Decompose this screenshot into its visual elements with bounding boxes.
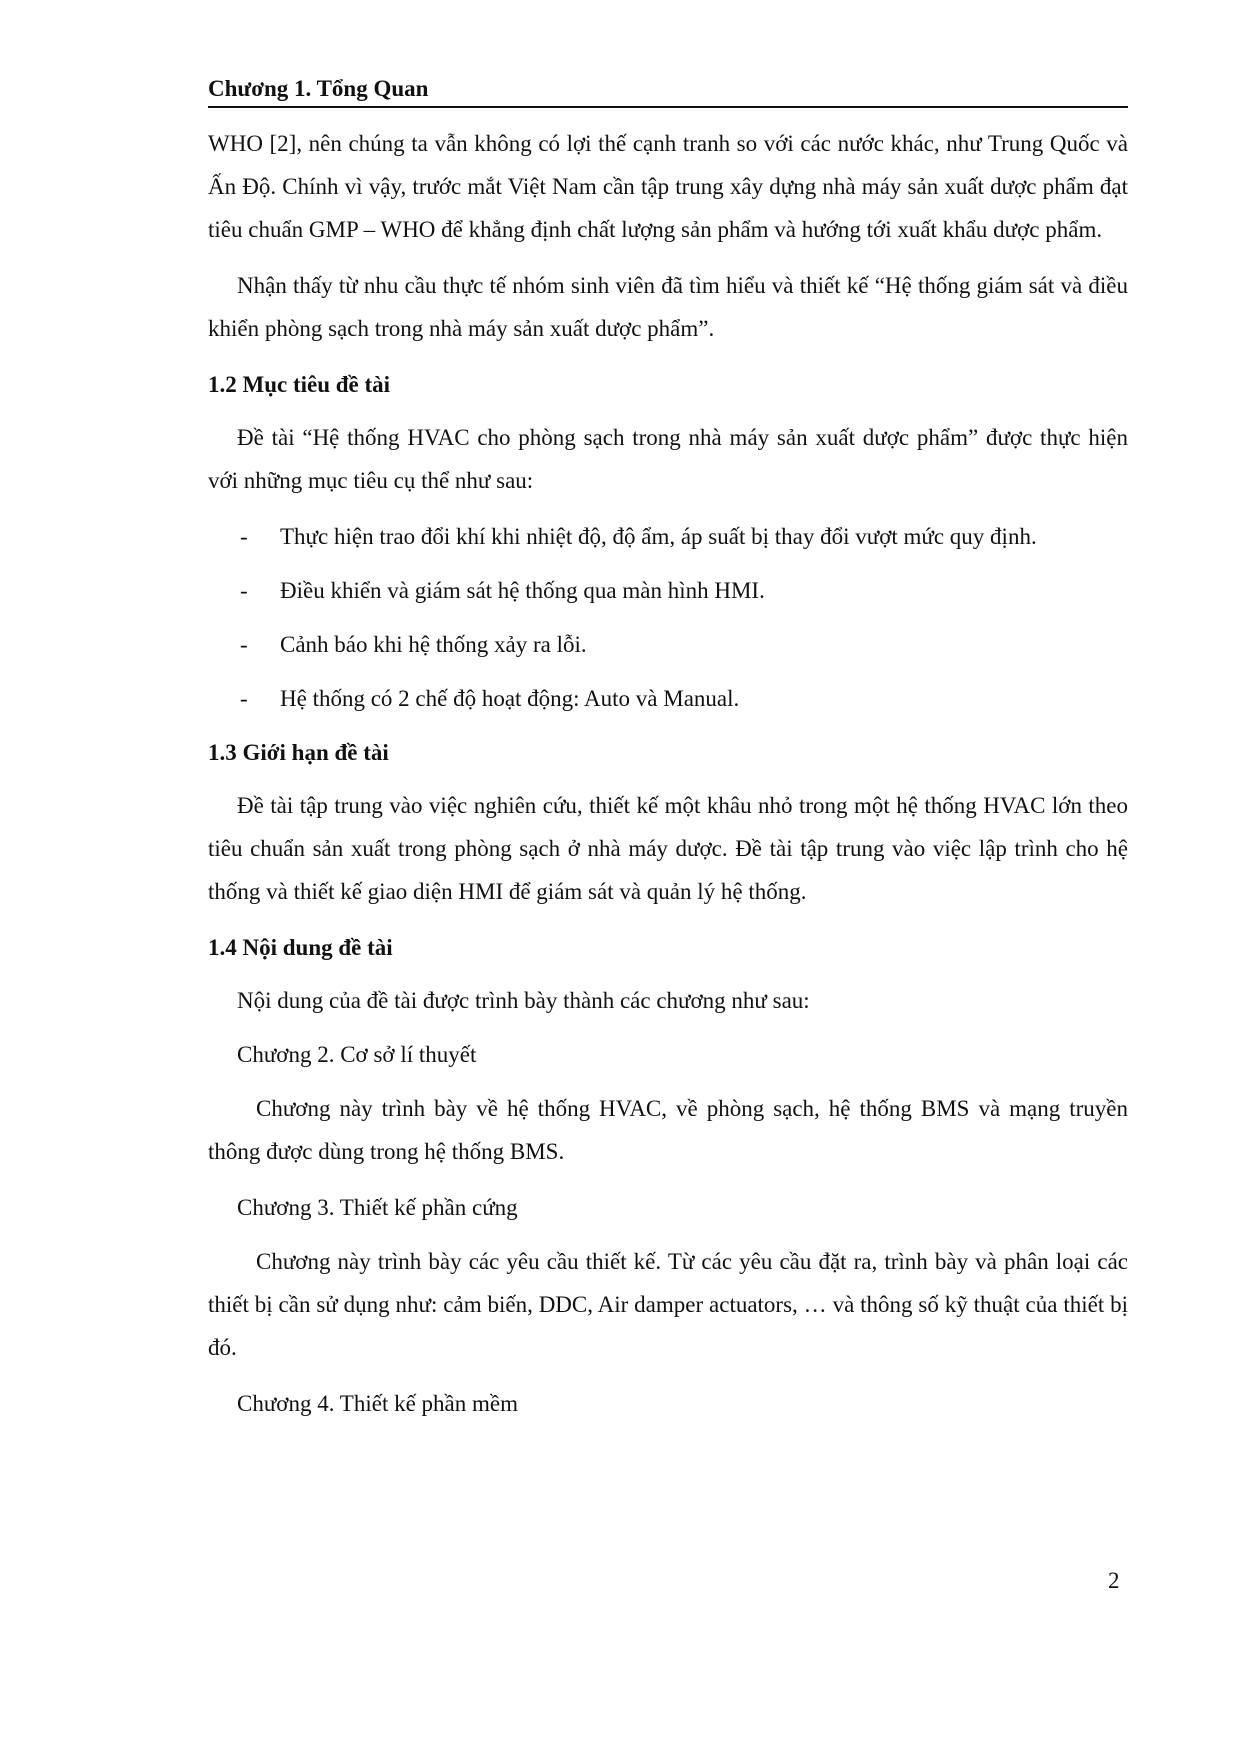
objective-item	[208, 515, 1128, 558]
bullet-dash: -	[240, 524, 248, 549]
objective-text: Cảnh báo khi hệ thống xảy ra lỗi.	[280, 632, 587, 657]
page-number: 2	[1108, 1568, 1120, 1593]
chapter-4-title: Chương 4. Thiết kế phần mềm	[237, 1391, 518, 1416]
bullet-dash: -	[240, 686, 248, 711]
intro-paragraph-2: Nhận thấy từ nhu cầu thực tế nhóm sinh viên đã tìm hiểu và thiết kế “Hệ thống giám sát và điều khiển phòng sạch trong nhà máy sản xuất dược phẩm”.	[208, 273, 1128, 341]
objective-item	[208, 623, 1128, 666]
contents-intro: Nội dung của đề tài được trình bày thành các chương như sau:	[237, 988, 810, 1013]
objective-item	[208, 677, 1128, 720]
limitations-paragraph: Đề tài tập trung vào việc nghiên cứu, thiết kế một khâu nhỏ trong một hệ thống HVAC lớn theo tiêu chuẩn sản xuất trong phòng sạch ở nhà máy dược. Đề tài tập trung vào việc lập trình cho hệ thống và thiết kế giao diện HMI để giám sát và quản lý hệ thống.	[208, 793, 1128, 904]
page-content	[208, 122, 1128, 1436]
chapter-2-description: Chương này trình bày về hệ thống HVAC, về phòng sạch, hệ thống BMS và mạng truyền thông được dùng trong hệ thống BMS.	[208, 1096, 1128, 1164]
header-chapter-title: Chương 1. Tổng Quan	[208, 76, 429, 101]
section-heading-limitations: 1.3 Giới hạn đề tài	[208, 740, 389, 765]
page-header	[208, 74, 1128, 108]
objective-text: Hệ thống có 2 chế độ hoạt động: Auto và Manual.	[280, 686, 740, 711]
objective-item	[208, 569, 1128, 612]
chapter-3-title: Chương 3. Thiết kế phần cứng	[237, 1195, 518, 1220]
objectives-list	[208, 515, 1128, 720]
objectives-paragraph: Đề tài “Hệ thống HVAC cho phòng sạch trong nhà máy sản xuất dược phẩm” được thực hiện với những mục tiêu cụ thể như sau:	[208, 425, 1128, 493]
section-heading-contents: 1.4 Nội dung đề tài	[208, 935, 393, 960]
objective-text: Điều khiển và giám sát hệ thống qua màn hình HMI.	[280, 578, 765, 603]
chapter-2-title: Chương 2. Cơ sở lí thuyết	[237, 1042, 477, 1067]
objective-text: Thực hiện trao đổi khí khi nhiệt độ, độ ẩm, áp suất bị thay đổi vượt mức quy định.	[280, 524, 1037, 549]
intro-paragraph-1: WHO [2], nên chúng ta vẫn không có lợi thế cạnh tranh so với các nước khác, như Trung Quốc và Ấn Độ. Chính vì vậy, trước mắt Việt Nam cần tập trung xây dựng nhà máy sản xuất dược phẩm đạt tiêu chuẩn GMP – WHO để khẳng định chất lượng sản phẩm và hướng tới xuất khẩu dược phẩm.	[208, 131, 1128, 242]
bullet-dash: -	[240, 578, 248, 603]
chapter-3-description: Chương này trình bày các yêu cầu thiết kế. Từ các yêu cầu đặt ra, trình bày và phân loại các thiết bị cần sử dụng như: cảm biến, DDC, Air damper actuators, … và thông số kỹ thuật của thiết bị đó.	[208, 1249, 1128, 1360]
bullet-dash: -	[240, 632, 248, 657]
section-heading-objectives: 1.2 Mục tiêu đề tài	[208, 372, 391, 397]
